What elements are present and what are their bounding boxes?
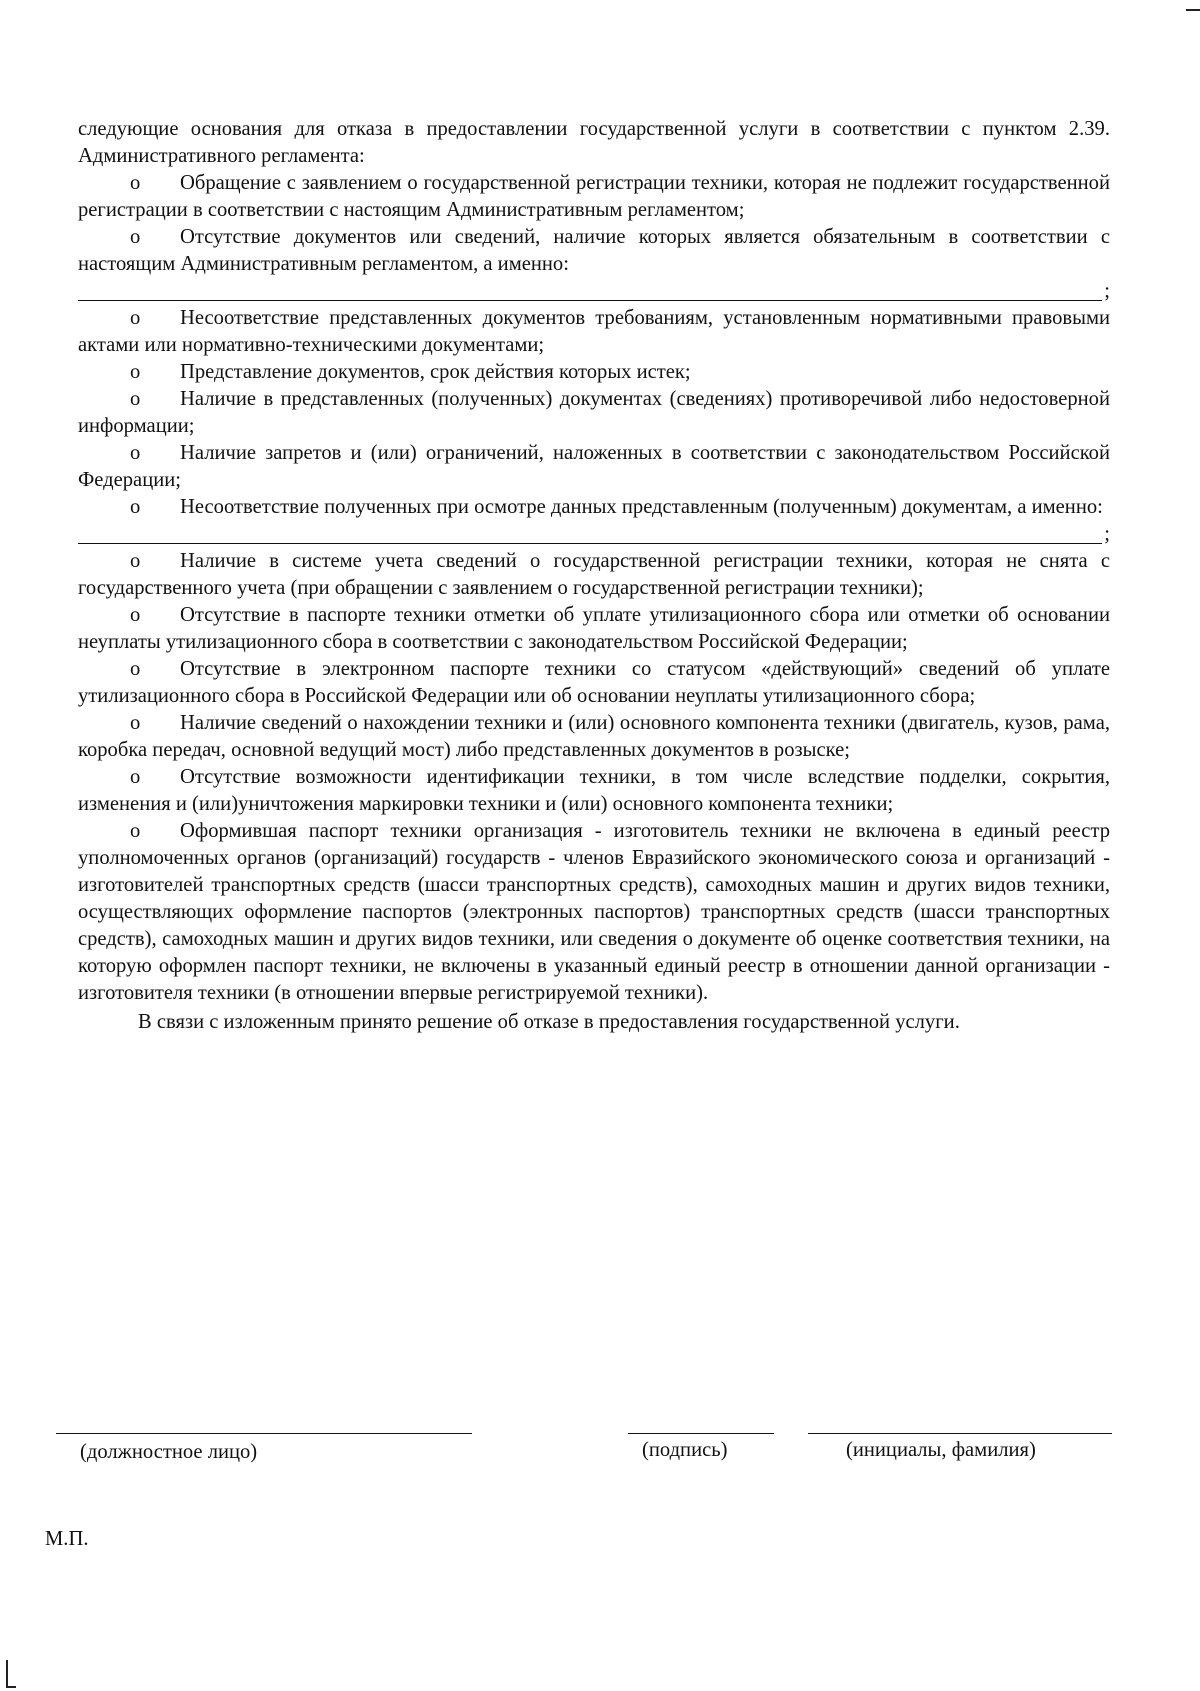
document-body	[78, 116, 1110, 1036]
reason-item	[78, 548, 1110, 602]
reason-text: Наличие сведений о нахождении техники и (или) основного компонента техники (двигатель, кузов, рама, коробка передач, основной ведущий мост) либо представленных документов в розыске;	[78, 712, 1110, 761]
bullet-icon: o	[130, 226, 141, 248]
conclusion-paragraph: В связи с изложенным принято решение об отказе в предоставления государственной услуги.	[138, 1011, 960, 1033]
intro-paragraph: следующие основания для отказа в предоставлении государственной услуги в соответствии с пунктом 2.39. Административного регламента:	[78, 118, 1110, 167]
reason-text: Наличие в системе учета сведений о государственной регистрации техники, которая не снята с государственного учета (при обращении с заявлением о государственной регистрации техники);	[78, 550, 1110, 599]
reason-item	[78, 440, 1110, 494]
reason-text: Отсутствие документов или сведений, наличие которых является обязательным в соответствии с настоящим Административным регламентом, а именно:	[78, 226, 1110, 275]
reason-item	[78, 710, 1110, 764]
fill-in-rule	[78, 543, 1102, 544]
fill-in-line	[78, 521, 1110, 548]
reason-item	[78, 818, 1110, 1007]
name-label: (инициалы, фамилия)	[846, 1439, 1036, 1461]
reason-text: Обращение с заявлением о государственной регистрации техники, которая не подлежит государственной регистрации в соответствии с настоящим Административным регламентом;	[78, 172, 1110, 221]
scan-edge-mark	[6, 1660, 8, 1688]
bullet-icon: o	[130, 388, 141, 410]
reason-item	[78, 170, 1110, 224]
scan-edge-mark	[1186, 9, 1200, 11]
bullet-icon: o	[130, 442, 141, 464]
bullet-icon: o	[130, 550, 141, 572]
bullet-icon: o	[130, 307, 141, 329]
bullet-icon: o	[130, 172, 141, 194]
reason-text: Оформившая паспорт техники организация - изготовитель техники не включена в единый реестр уполномоченных органов (организаций) государств - членов Евразийского экономического союза и организаций - изготовителей транспортных средств (шасси транспортных средств), самоходных машин и других видов техники, осуществляющих оформление паспортов (электронных паспортов) транспортных средств (шасси транспортных средств), самоходных машин и других видов техники, или сведения о документе об оценке соответствия техники, на которую оформлен паспорт техники, не включены в указанный единый реестр в отношении данной организации - изготовителя техники (в отношении впервые регистрируемой техники).	[78, 820, 1110, 1004]
fill-in-rule	[78, 300, 1102, 301]
name-signature-line	[808, 1433, 1112, 1434]
reason-text: Несоответствие представленных документов требованиям, установленным нормативными правовыми актами или нормативно-техническими документами;	[78, 307, 1110, 356]
bullet-icon: o	[130, 820, 141, 842]
fill-in-terminator: ;	[1104, 523, 1110, 545]
stamp-placeholder: М.П.	[45, 1528, 89, 1550]
reason-text: Несоответствие полученных при осмотре данных представленным (полученным) документам, а именно:	[180, 496, 1103, 518]
reason-item	[78, 386, 1110, 440]
official-label: (должностное лицо)	[80, 1441, 258, 1463]
reason-item	[78, 764, 1110, 818]
reason-text: Наличие в представленных (полученных) документах (сведениях) противоречивой либо недостоверной информации;	[78, 388, 1110, 437]
reason-text: Отсутствие в паспорте техники отметки об уплате утилизационного сбора или отметки об основании неуплаты утилизационного сбора в соответствии с законодательством Российской Федерации;	[78, 604, 1110, 653]
bullet-icon: o	[130, 712, 141, 734]
bullet-icon: o	[130, 496, 141, 518]
reason-item	[78, 305, 1110, 359]
reason-text: Отсутствие в электронном паспорте техники со статусом «действующий» сведений об уплате утилизационного сбора в Российской Федерации или об основании неуплаты утилизационного сбора;	[78, 658, 1110, 707]
scan-edge-mark	[6, 1686, 16, 1688]
reason-item	[78, 494, 1110, 521]
reason-text: Наличие запретов и (или) ограничений, наложенных в соответствии с законодательством Российской Федерации;	[78, 442, 1110, 491]
fill-in-line	[78, 278, 1110, 305]
bullet-icon: o	[130, 658, 141, 680]
reason-text: Отсутствие возможности идентификации техники, в том числе вследствие подделки, сокрытия, изменения и (или)уничтожения маркировки техники и (или) основного компонента техники;	[78, 766, 1110, 815]
reason-item	[78, 656, 1110, 710]
reason-item	[78, 224, 1110, 278]
reason-text: Представление документов, срок действия которых истек;	[180, 361, 691, 383]
reason-item	[78, 602, 1110, 656]
signature-line	[628, 1433, 774, 1434]
bullet-icon: o	[130, 361, 141, 383]
signature-label: (подпись)	[642, 1439, 728, 1461]
fill-in-terminator: ;	[1104, 280, 1110, 302]
official-signature-line	[56, 1433, 472, 1434]
bullet-icon: o	[130, 604, 141, 626]
bullet-icon: o	[130, 766, 141, 788]
reason-item	[78, 359, 1110, 386]
